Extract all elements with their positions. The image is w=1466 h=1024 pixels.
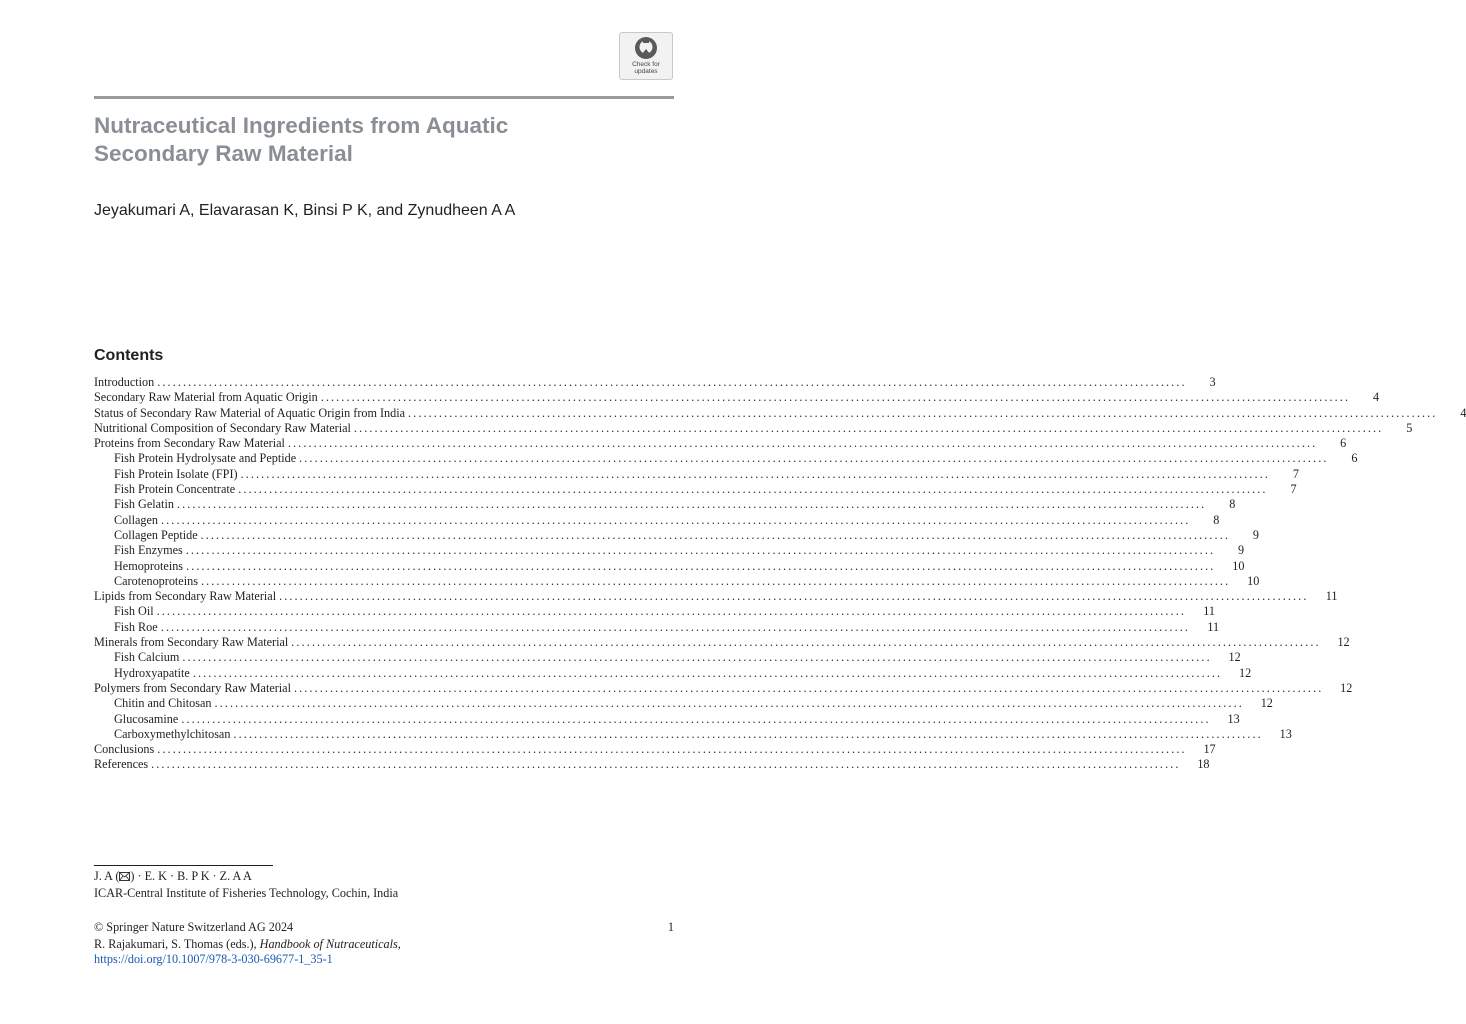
toc-entry[interactable]: [94, 589, 1338, 604]
contents-heading: Contents: [94, 347, 164, 364]
toc-entry-title: Fish Protein Hydrolysate and Peptide: [114, 451, 297, 466]
toc-leader-dots: ........................................................................................................................................................................................................: [200, 573, 1231, 588]
footnote-rule: [94, 865, 273, 866]
toc-leader-dots: ........................................................................................................................................................................................................: [320, 390, 1351, 405]
footnote-authors: J. A ( ) · E. K · B. P K · Z. A A: [94, 869, 252, 883]
toc-leader-dots: ........................................................................................................................................................................................................: [238, 482, 1268, 497]
toc-entry-title: Secondary Raw Material from Aquatic Origin: [94, 390, 318, 405]
toc-entry-title: Hemoproteins: [114, 558, 184, 573]
toc-entry[interactable]: [94, 512, 1220, 528]
toc-entry-title: Minerals from Secondary Raw Material: [94, 635, 289, 650]
toc-entry-page: 9: [1238, 543, 1245, 558]
toc-entry-title: Introduction: [94, 375, 155, 389]
toc-entry[interactable]: [94, 665, 1252, 681]
toc-entry-page: 4: [1460, 405, 1466, 420]
chapter-title: [94, 112, 674, 168]
toc-leader-dots: ........................................................................................................................................................................................................: [240, 466, 1270, 481]
toc-leader-dots: ........................................................................................................................................................................................................: [299, 451, 1329, 466]
toc-leader-dots: ........................................................................................................................................................................................................: [233, 726, 1263, 741]
toc-leader-dots: ........................................................................................................................................................................................................: [408, 405, 1438, 420]
table-of-contents: [94, 375, 1466, 773]
toc-entry-page: 18: [1197, 757, 1210, 772]
toc-entry-title: Carotenoproteins: [114, 573, 198, 588]
book-citation: R. Rajakumari, S. Thomas (eds.), Handbook of Nutraceuticals,: [94, 937, 401, 951]
toc-entry[interactable]: [94, 604, 1215, 619]
toc-entry[interactable]: [94, 711, 1240, 727]
toc-entry-page: 12: [1239, 665, 1252, 680]
toc-entry[interactable]: [94, 497, 1236, 512]
toc-entry[interactable]: [94, 680, 1353, 696]
toc-leader-dots: ........................................................................................................................................................................................................: [353, 420, 1384, 435]
toc-entry-title: Nutritional Composition of Secondary Raw Material: [94, 420, 351, 435]
toc-entry[interactable]: [94, 696, 1273, 711]
toc-entry[interactable]: [94, 543, 1245, 558]
toc-entry-page: 12: [1337, 635, 1350, 650]
toc-entry-page: 17: [1203, 742, 1216, 757]
toc-entry-title: Fish Protein Isolate (FPI): [114, 466, 238, 481]
toc-entry[interactable]: [94, 420, 1413, 436]
toc-leader-dots: ........................................................................................................................................................................................................: [161, 512, 1191, 527]
toc-leader-dots: ........................................................................................................................................................................................................: [214, 696, 1244, 711]
toc-entry-title: Lipids from Secondary Raw Material: [94, 589, 277, 604]
toc-entry-title: References: [94, 757, 149, 772]
toc-entry-title: Fish Calcium: [114, 650, 180, 665]
toc-entry-page: 9: [1252, 527, 1259, 542]
toc-entry-title: Proteins from Secondary Raw Material: [94, 436, 285, 451]
toc-entry-page: 13: [1279, 726, 1292, 741]
toc-leader-dots: ........................................................................................................................................................................................................: [182, 650, 1212, 665]
toc-entry-title: Carboxymethylchitosan: [114, 726, 231, 741]
toc-entry[interactable]: [94, 436, 1347, 451]
toc-entry[interactable]: [94, 466, 1299, 482]
toc-entry[interactable]: [94, 757, 1210, 772]
toc-entry[interactable]: [94, 405, 1466, 421]
toc-entry-page: 6: [1351, 451, 1358, 466]
toc-entry-page: 10: [1247, 573, 1260, 588]
toc-leader-dots: ........................................................................................................................................................................................................: [185, 543, 1216, 558]
toc-entry-page: 6: [1340, 436, 1347, 451]
toc-entry-page: 13: [1227, 711, 1240, 726]
toc-entry-page: 4: [1373, 390, 1380, 405]
toc-entry-page: 5: [1406, 420, 1413, 435]
toc-entry-page: 11: [1203, 604, 1215, 619]
doi-link[interactable]: https://doi.org/10.1007/978-3-030-69677-1_35-1: [94, 952, 333, 966]
toc-entry-page: 10: [1232, 558, 1245, 573]
toc-leader-dots: ........................................................................................................................................................................................................: [293, 680, 1324, 695]
toc-entry-title: Fish Roe: [114, 619, 158, 634]
check-for-updates-label: Check for updates: [632, 61, 660, 75]
toc-entry[interactable]: [94, 390, 1380, 405]
top-rule: [94, 96, 674, 99]
toc-entry-title: Glucosamine: [114, 711, 179, 726]
toc-leader-dots: ........................................................................................................................................................................................................: [151, 757, 1181, 772]
toc-entry-title: Polymers from Secondary Raw Material: [94, 680, 291, 695]
toc-leader-dots: ........................................................................................................................................................................................................: [186, 558, 1216, 573]
toc-entry-title: Status of Secondary Raw Material of Aquatic Origin from India: [94, 405, 406, 420]
toc-leader-dots: ........................................................................................................................................................................................................: [176, 497, 1207, 512]
toc-entry-page: 3: [1209, 375, 1216, 389]
toc-entry-title: Conclusions: [94, 742, 155, 757]
toc-entry-page: 7: [1292, 466, 1299, 481]
toc-entry-title: Fish Enzymes: [114, 543, 183, 558]
toc-entry[interactable]: [94, 619, 1220, 635]
toc-entry-page: 7: [1290, 482, 1297, 497]
toc-entry-title: Chitin and Chitosan: [114, 696, 212, 711]
toc-entry-page: 12: [1228, 650, 1241, 665]
toc-entry-page: 8: [1213, 512, 1220, 527]
toc-entry[interactable]: [94, 375, 1216, 390]
toc-entry[interactable]: [94, 742, 1216, 757]
toc-entry-title: Collagen Peptide: [114, 527, 198, 542]
toc-entry[interactable]: [94, 726, 1292, 742]
toc-entry-page: 11: [1325, 589, 1338, 604]
check-for-updates-icon: [633, 36, 659, 60]
chapter-title-line-1: Nutraceutical Ingredients from Aquatic: [94, 113, 509, 138]
toc-leader-dots: ........................................................................................................................................................................................................: [181, 711, 1211, 726]
chapter-authors: Jeyakumari A, Elavarasan K, Binsi P K, and Zynudheen A A: [94, 202, 516, 219]
footnote-affiliation: ICAR-Central Institute of Fisheries Technology, Cochin, India: [94, 886, 399, 900]
toc-entry-title: Collagen: [114, 512, 159, 527]
toc-leader-dots: ........................................................................................................................................................................................................: [160, 619, 1191, 634]
toc-leader-dots: ........................................................................................................................................................................................................: [200, 527, 1230, 542]
toc-entry[interactable]: [94, 573, 1260, 589]
toc-entry[interactable]: [94, 635, 1350, 650]
toc-entry-title: Fish Oil: [114, 604, 154, 619]
toc-entry-page: 12: [1340, 680, 1353, 695]
toc-leader-dots: ........................................................................................................................................................................................................: [157, 375, 1187, 389]
copyright-notice: © Springer Nature Switzerland AG 2024: [94, 920, 294, 934]
toc-entry[interactable]: [94, 650, 1241, 665]
toc-leader-dots: ........................................................................................................................................................................................................: [291, 635, 1321, 650]
toc-leader-dots: ........................................................................................................................................................................................................: [157, 742, 1187, 757]
toc-entry-page: 11: [1207, 619, 1220, 634]
toc-entry[interactable]: [94, 451, 1358, 466]
toc-entry-title: Fish Gelatin: [114, 497, 174, 512]
toc-entry-title: Fish Protein Concentrate: [114, 482, 236, 497]
toc-entry-page: 12: [1260, 696, 1273, 711]
toc-leader-dots: ........................................................................................................................................................................................................: [287, 436, 1318, 451]
toc-entry[interactable]: [94, 482, 1297, 497]
envelope-icon: [119, 872, 130, 881]
toc-entry-page: 8: [1229, 497, 1236, 512]
check-for-updates-badge[interactable]: [619, 32, 673, 80]
toc-leader-dots: ........................................................................................................................................................................................................: [279, 589, 1309, 604]
toc-leader-dots: ........................................................................................................................................................................................................: [192, 665, 1223, 680]
page-number: 1: [667, 920, 674, 934]
toc-leader-dots: ........................................................................................................................................................................................................: [156, 604, 1186, 619]
toc-entry[interactable]: [94, 558, 1245, 574]
chapter-title-line-2: Secondary Raw Material: [94, 141, 353, 166]
toc-entry-title: Hydroxyapatite: [114, 665, 190, 680]
toc-entry[interactable]: [94, 527, 1259, 543]
